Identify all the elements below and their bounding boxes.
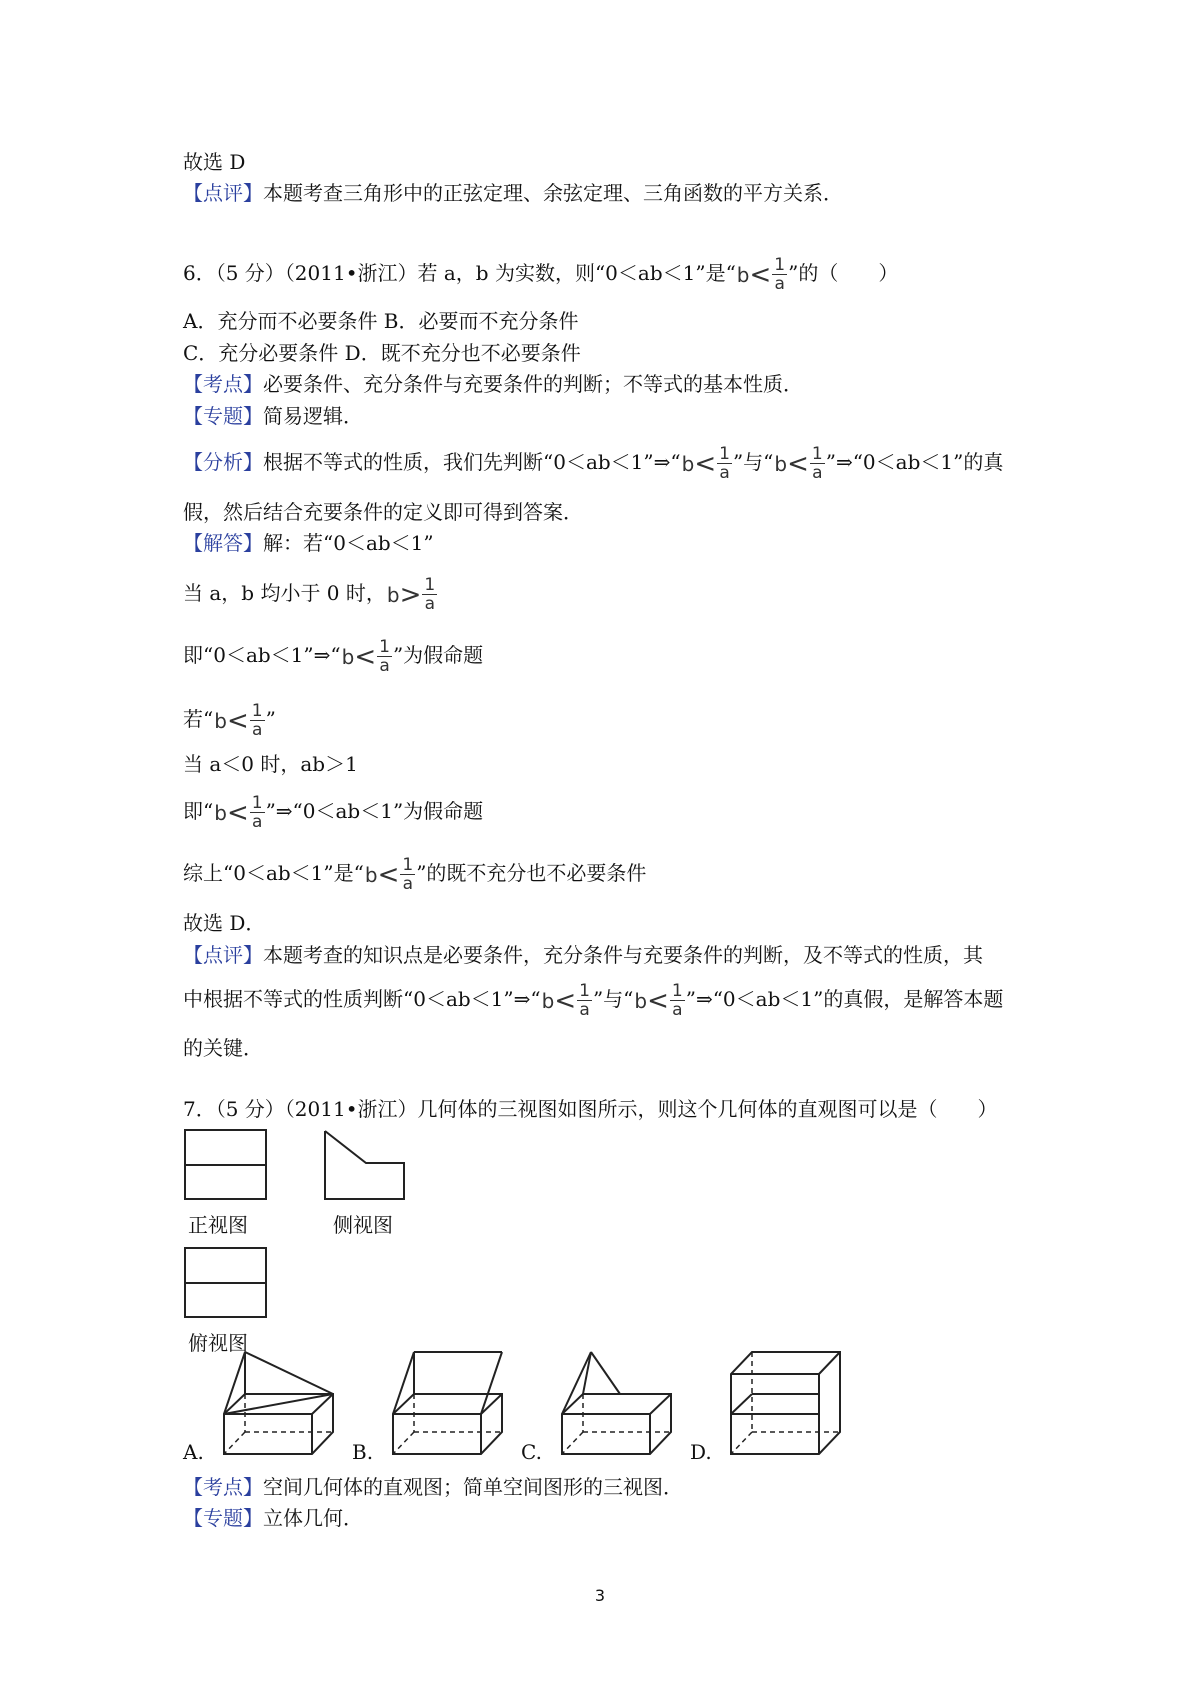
option-d-label: D. — [690, 1440, 712, 1464]
solution-line-5: 即“ b < 1 a ”⇒“0＜ab＜1”为假命题 — [183, 793, 484, 832]
kaodian-line: 【考点】必要条件、充分条件与充要条件的判断；不等式的基本性质． — [183, 372, 803, 396]
option-a-label: A. — [183, 1440, 204, 1464]
comment-line: 【点评】本题考查三角形中的正弦定理、余弦定理、三角函数的平方关系． — [183, 181, 843, 205]
fraction-b-lt-1-over-a: b < 1 a — [634, 981, 683, 1020]
solution-line-7: 故选 D． — [183, 911, 266, 935]
question-6: 6．（5 分）（2011•浙江）若 a，b 为实数，则“0＜ab＜1”是“ b < 1 a ”的（ ） — [183, 255, 899, 294]
option-c-figure — [556, 1350, 681, 1460]
fenxi-line: 【分析】根据不等式的性质，我们先判断“0＜ab＜1”⇒“ b < 1 a ”与“ b < 1 a ”⇒“0＜ab＜1”的真 — [183, 444, 1004, 483]
fraction-b-gt-1-over-a: b > 1 a — [386, 575, 436, 614]
option-c-label: C. — [521, 1440, 542, 1464]
zhuanti-line: 【专题】简易逻辑． — [183, 404, 363, 428]
jieda-line: 【解答】解：若“0＜ab＜1” — [183, 531, 434, 555]
option-b-label: B. — [352, 1440, 374, 1464]
text-line: 故选 D — [183, 150, 246, 174]
solution-line-1: 当 a，b 均小于 0 时， b > 1 a — [183, 575, 436, 614]
side-view-figure — [322, 1128, 408, 1202]
option-d-figure — [725, 1350, 850, 1460]
fraction-b-lt-1-over-a: b < 1 a — [681, 444, 730, 483]
front-view-figure — [183, 1128, 269, 1202]
solution-line-2: 即“0＜ab＜1”⇒“ b < 1 a ”为假命题 — [183, 637, 484, 676]
solution-line-6: 综上“0＜ab＜1”是“ b < 1 a ”的既不充分也不必要条件 — [183, 855, 647, 894]
fraction-b-lt-1-over-a: b < 1 a — [541, 981, 590, 1020]
top-view-figure — [183, 1246, 269, 1320]
option-b-figure — [387, 1350, 512, 1460]
fraction-b-lt-1-over-a: b < 1 a — [341, 637, 390, 676]
fraction-b-lt-1-over-a: b < 1 a — [364, 855, 414, 894]
fraction-b-lt-1-over-a: b < 1 a — [774, 444, 823, 483]
front-view-label: 正视图 — [188, 1213, 248, 1237]
side-view-label: 侧视图 — [333, 1213, 393, 1237]
dianping-line-3: 的关键． — [183, 1036, 263, 1060]
fenxi-line-2: 假，然后结合充要条件的定义即可得到答案． — [183, 500, 583, 524]
fraction-b-lt-1-over-a: b < 1 a — [214, 793, 263, 832]
kaodian-line-q7: 【考点】空间几何体的直观图；简单空间图形的三视图． — [183, 1475, 683, 1499]
options-cd: C．充分必要条件 D．既不充分也不必要条件 — [183, 341, 581, 365]
dianping-line-2: 中根据不等式的性质判断“0＜ab＜1”⇒“ b < 1 a ”与“ b < 1 a ”⇒“0＜ab＜1”的真假，是解答本题 — [183, 981, 1004, 1020]
solution-line-3: 若“ b < 1 a ” — [183, 701, 276, 740]
question-7: 7．（5 分）（2011•浙江）几何体的三视图如图所示，则这个几何体的直观图可以是（ ） — [183, 1097, 998, 1121]
options-ab: A．充分而不必要条件 B．必要而不充分条件 — [183, 309, 579, 333]
top-view-label: 俯视图 — [188, 1331, 248, 1355]
tag-comment: 【点评】 — [183, 181, 263, 205]
page-number: 3 — [594, 1586, 606, 1605]
dianping-line: 【点评】本题考查的知识点是必要条件，充分条件与充要条件的判断，及不等式的性质，其 — [183, 943, 983, 967]
fraction-b-lt-1-over-a: b < 1 a — [736, 255, 786, 294]
solution-line-4: 当 a＜0 时，ab＞1 — [183, 752, 358, 776]
fraction-b-lt-1-over-a: b < 1 a — [214, 701, 263, 740]
option-a-figure — [218, 1350, 343, 1460]
zhuanti-line-q7: 【专题】立体几何． — [183, 1506, 363, 1530]
